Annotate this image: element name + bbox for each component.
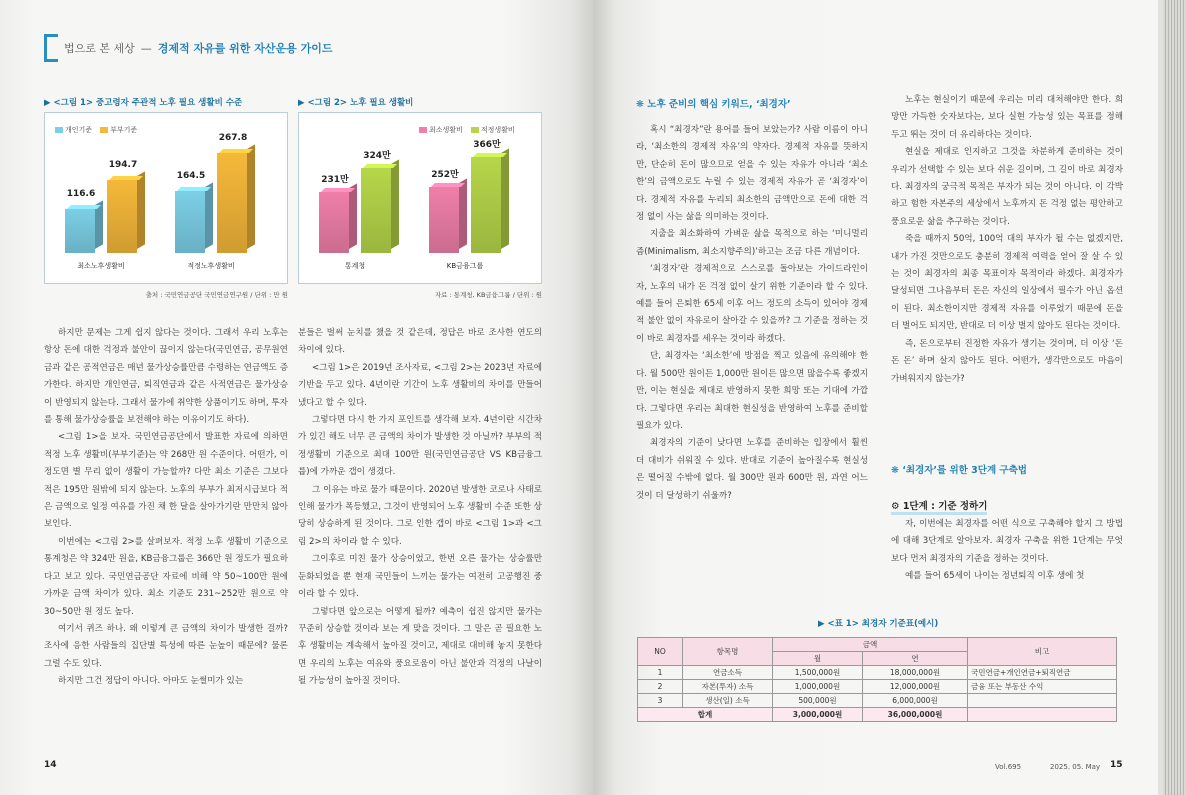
legend-item bbox=[419, 125, 463, 135]
paragraph: 분들은 벌써 눈치를 챘을 것 같은데, 정답은 바로 조사한 연도의 차이에 있다. bbox=[298, 328, 542, 356]
col-item: 항목명 bbox=[683, 638, 773, 666]
bar-value-label: 324만 bbox=[363, 150, 391, 161]
bar-top-1-1 bbox=[219, 149, 253, 153]
cell-total-label: 합계 bbox=[638, 708, 773, 722]
right-column-2b bbox=[891, 516, 1123, 588]
paragraph: 여기서 퀴즈 하나. 왜 이렇게 큰 금액의 차이가 발생한 걸까? 조사에 응한 사람들의 집단별 특성에 따른 눈높이 때문에? 물론 그럴 수도 있다. bbox=[44, 623, 288, 669]
bar-top-1-1 bbox=[473, 153, 507, 157]
paragraph: 현실을 제대로 인지하고 그것을 차분하게 준비하는 것이 우리가 선택할 수 있는 보다 쉬운 길이며, 그 길이 바로 최경자다. 최경자의 궁극적 목적은 부자가 되는 것이 아니다. 이 각박하고 험한 자본주의 세상에서 노후까지 돈 걱정 없는 평안하고 풍요로운 삶을 추구하는 것이다. bbox=[891, 147, 1123, 227]
issue-date: 2025. 05. May bbox=[1050, 763, 1101, 771]
cell-total-year: 36,000,000원 bbox=[863, 708, 968, 722]
paragraph: 지출을 최소화하여 가벼운 삶을 목적으로 하는 ‘미니멀리즘(Minimalism, 최소지향주의)’하고는 조금 다른 개념이다. bbox=[636, 229, 868, 257]
bracket-decoration bbox=[44, 34, 58, 62]
col-note: 비고 bbox=[968, 638, 1117, 666]
paragraph: 노후는 현실이기 때문에 우리는 미리 대처해야만 한다. 희망만 가득한 숫자보다는, 보다 실현 가능성 있는 목표를 정해두고 뛰는 것이 더 유리하다는 것이다. bbox=[891, 95, 1123, 140]
article-title: 경제적 자유를 위한 자산운용 가이드 bbox=[157, 42, 333, 55]
bar-0-1 bbox=[429, 187, 459, 253]
cell-month: 1,500,000원 bbox=[773, 666, 863, 680]
table-row bbox=[638, 694, 1117, 708]
bar-value-label: 366만 bbox=[473, 139, 501, 150]
cell-note: 금융 또는 부동산 수익 bbox=[968, 680, 1117, 694]
right-column-1 bbox=[636, 122, 868, 592]
table-caption: ▶ <표 1> 최경자 기준표(예시) bbox=[818, 619, 939, 629]
section-name: 법으로 본 세상 bbox=[64, 42, 135, 55]
cell-item: 자본(투자) 소득 bbox=[683, 680, 773, 694]
col-no: NO bbox=[638, 638, 683, 666]
legend-swatch bbox=[55, 127, 63, 133]
table-row bbox=[638, 680, 1117, 694]
cell-total-note bbox=[968, 708, 1117, 722]
bar-1-1 bbox=[471, 157, 501, 253]
left-column-2 bbox=[298, 325, 542, 735]
category-label: 최소노후생활비 bbox=[77, 262, 125, 270]
paragraph: 하지만 문제는 그게 쉽지 않다는 것이다. 그래서 우리 노후는 항상 돈에 대한 걱정과 불안이 끊이지 않는다(국민연금, 공무원연금과 같은 공적연금은 매년 물가상승률만큼 수령하는 연금액도 증가한다. 하지만 개인연금, 퇴직연금과 같은 사적연금은 물가상승이 반영되지 않는다. 그래서 물가에 취약한 상품이기도 하며, 투자를 통해 물가상승률을 보전해야 하는 이유이기도 하다). bbox=[44, 328, 288, 426]
legend-swatch bbox=[419, 127, 427, 133]
paragraph: 하지만 그건 정답이 아니다. 아마도 눈썰미가 있는 bbox=[58, 676, 244, 687]
paragraph: 그렇다면 앞으로는 어떻게 될까? 예측이 쉽진 않지만 물가는 꾸준히 상승할 것이라 보는 게 맞을 것이다. 그 말은 곧 필요한 노후 생활비는 계속해서 높아질 것이고, 제대로 대비해 놓지 못한다면 우리의 노후는 여유와 풍요로움이 아닌 불안과 걱정의 나날이 될 가능성이 높아질 것이다. bbox=[298, 606, 542, 687]
cell-note: 국민연금+개인연금+퇴직연금 bbox=[968, 666, 1117, 680]
legend-label: 적정생활비 bbox=[480, 126, 515, 134]
bar-side-0-1 bbox=[205, 183, 213, 249]
section-heading-1: ❋ 노후 준비의 핵심 키워드, ‘최경자’ bbox=[636, 99, 791, 110]
paragraph: 단, 최경자는 ‘최소한’에 방점을 찍고 있음에 유의해야 한다. 월 500만 원이든 1,000만 원이든 많으면 많을수록 좋겠지만, 이는 현실을 제대로 반영하지 못한 희망 또는 기대에 가깝다. 그렇다면 우리는 최대한 현실성을 반영하여 노후를 준비할 필요가 있다. bbox=[636, 351, 868, 431]
step1-heading: ⚙ 1단계 : 기준 정하기 bbox=[891, 498, 987, 515]
bar-top-0-1 bbox=[431, 183, 465, 187]
bar-top-1-0 bbox=[363, 164, 397, 168]
paragraph: 죽을 때까지 50억, 100억 대의 부자가 될 수는 없겠지만, 내가 가진 것만으로도 충분히 경제적 여력을 얻어 잘 살 수 있는 것이 최경자의 최종 목표이자 목적이라 하겠다. 최경자가 달성되면 그나음부터 돈은 자신의 일상에서 필수가 아닌 옵션이 된다. 최소한이지만 경제적 자유를 이루었기 때문에 돈을 더 벌어도 되지만, 반대로 더 이상 벌지 않아도 된다는 것이다. bbox=[891, 234, 1123, 332]
table-row bbox=[638, 666, 1117, 680]
cell-no: 1 bbox=[638, 666, 683, 680]
bar-1-0 bbox=[361, 168, 391, 253]
figure1-caption: ▶ <그림 1> 중고령자 주관적 노후 필요 생활비 수준 bbox=[44, 98, 243, 108]
cell-year: 6,000,000원 bbox=[863, 694, 968, 708]
cell-no: 2 bbox=[638, 680, 683, 694]
paragraph: 그이후로 미친 물가 상승이었고, 한번 오른 물가는 상승률만 둔화되었을 뿐 현재 국민들이 느끼는 물가는 여전히 고공행진 중이라 할 수 있다. bbox=[298, 554, 542, 600]
bar-side-1-1 bbox=[501, 148, 509, 249]
bar-side-1-0 bbox=[391, 159, 399, 249]
figure2-chart bbox=[298, 112, 542, 284]
paragraph: 예를 들어 65세이 나이는 정년퇴직 이후 생에 첫 bbox=[905, 571, 1085, 582]
paragraph: <그림 1>을 보자. 국민연금공단에서 발표한 자료에 의하면 적정 노후 생활비(부부기준)는 약 268만 원 수준이다. 어떤가, 이 정도면 별 무리 없이 생활이 가능할까? 다만 최소 기준은 그보다 적은 195만 원밖에 되지 않는다. 노후의 부부가 최저시급보다 적은 금액으로 일정 여유를 가진 채 한 달을 살아가기란 만만치 않아 보인다. bbox=[44, 432, 288, 530]
figure2-legend bbox=[419, 125, 515, 135]
right-column-2 bbox=[891, 92, 1123, 384]
paragraph: <그림 1>은 2019년 조사자료, <그림 2>는 2023년 자료에 기반을 두고 있다. 4년이란 기간이 노후 생활비의 차이를 만들어냈다고 할 수 있다. bbox=[298, 362, 542, 408]
category-label: KB금융그룹 bbox=[446, 262, 484, 270]
legend-item bbox=[471, 125, 515, 135]
col-amount: 금액 bbox=[773, 638, 968, 652]
figure2-source: 자료 : 통계청, KB금융그룹 / 단위 : 원 bbox=[434, 291, 542, 299]
cell-total-month: 3,000,000원 bbox=[773, 708, 863, 722]
paragraph: 즉, 돈으로부터 진정한 자유가 생기는 것이며, 더 이상 ‘돈 돈 돈’ 하며 살지 않아도 된다. 어떤가, 생각만으로도 마음이 가벼워지지 않는가? bbox=[891, 338, 1123, 384]
section-heading-2: ❋ ‘최경자’를 위한 3단계 구축법 bbox=[891, 465, 1027, 476]
legend-swatch bbox=[100, 127, 108, 133]
cell-note bbox=[968, 694, 1117, 708]
criteria-table bbox=[637, 637, 1117, 722]
paragraph: 이번에는 <그림 2>를 살펴보자. 적정 노후 생활비 기준으로 통계청은 약 324만 원을, KB금융그룹은 366만 원 정도가 필요하다고 보고 있다. 국민연금공단 자료에 비해 약 50~100만 원에 가까운 금액 차이가 있다. 최소 기준도 231~252만 원으로 약 30~50만 원 정도 높다. bbox=[44, 536, 288, 617]
legend-item bbox=[100, 125, 137, 135]
header-dash: — bbox=[140, 41, 152, 55]
bar-value-label: 194.7 bbox=[108, 159, 138, 170]
right-page-number: 15 bbox=[1110, 760, 1123, 770]
legend-item bbox=[55, 125, 92, 135]
bar-0-0 bbox=[319, 192, 349, 253]
cell-month: 1,000,000원 bbox=[773, 680, 863, 694]
col-month: 월 bbox=[773, 652, 863, 666]
paragraph: 자, 이번에는 최경자를 어떤 식으로 구축해야 할지 그 방법에 대해 3단계로 알아보자. 최경자 구축을 위한 1단계는 무엇보다 먼저 최경자의 기준을 정하는 것이다. bbox=[891, 519, 1123, 564]
paragraph: 혹시 “최경자”란 용어를 들어 보았는가? 사람 이름이 아니라, ‘최소한의 경제적 자유’의 약자다. 경제적 자유를 뜻하지만, 단순히 돈이 많으므로 얻을 수 있는 자유가 아니라 ‘최소한’의 금액으로도 누릴 수 있는 경제적 자유가 곧 ‘최경자’이다. 경제적 자유를 누리되 최소한의 금액만으로 돈에 대한 걱정 없이 사는 삶을 의미하는 것이다. bbox=[636, 125, 868, 223]
page-stack bbox=[1163, 0, 1186, 795]
cell-item: 연금소득 bbox=[683, 666, 773, 680]
bar-top-0-0 bbox=[67, 205, 101, 209]
bar-top-1-0 bbox=[109, 176, 143, 180]
legend-label: 부부기준 bbox=[110, 126, 138, 134]
bar-side-0-0 bbox=[349, 184, 357, 249]
paragraph: 최경자의 기준이 낮다면 노후를 준비하는 입장에서 훨씬 더 대비가 쉬워질 수 있다. 반대로 기준이 높아질수록 현실성은 떨어질 수밖에 없다. 월 300만 원과 600만 원, 과연 어느 것이 더 달성하기 쉬울까? bbox=[636, 438, 868, 501]
bar-side-1-1 bbox=[247, 144, 255, 249]
figure2-caption: ▶ <그림 2> 노후 필요 생활비 bbox=[298, 98, 414, 108]
paragraph: ‘최경자’란 경제적으로 스스로를 돌아보는 가이드라인이자, 노후의 내가 돈 걱정 없이 살기 위한 기준이라 할 수 있다. 예를 들어 은퇴한 65세 이후 어느 정도의 소득이 있어야 경제적 불안 없이 자유로이 살아갈 수 있을까? 그 기준을 정하는 것이 바로 최경자를 세우는 것이라 하겠다. bbox=[636, 264, 868, 344]
category-label: 통계청 bbox=[344, 262, 366, 270]
cell-year: 18,000,000원 bbox=[863, 666, 968, 680]
bar-0-1 bbox=[175, 191, 205, 253]
bar-value-label: 231만 bbox=[321, 175, 349, 186]
figure1-legend bbox=[55, 125, 137, 135]
cell-month: 500,000원 bbox=[773, 694, 863, 708]
figure1-chart bbox=[44, 112, 288, 284]
left-column-1 bbox=[44, 325, 288, 735]
cell-no: 3 bbox=[638, 694, 683, 708]
cell-item: 생산(일) 소득 bbox=[683, 694, 773, 708]
bar-0-0 bbox=[65, 209, 95, 253]
bar-1-0 bbox=[107, 180, 137, 253]
cell-year: 12,000,000원 bbox=[863, 680, 968, 694]
page-header bbox=[44, 34, 332, 62]
legend-label: 최소생활비 bbox=[429, 126, 463, 134]
figure1-source: 출처 : 국민연금공단 국민연금연구원 / 단위 : 만 원 bbox=[145, 291, 288, 299]
legend-swatch bbox=[471, 127, 479, 133]
left-page-number: 14 bbox=[44, 760, 57, 770]
bar-value-label: 252만 bbox=[431, 169, 459, 180]
col-year: 연 bbox=[863, 652, 968, 666]
bar-value-label: 116.6 bbox=[66, 189, 96, 200]
bar-top-0-0 bbox=[321, 188, 355, 192]
bar-value-label: 164.5 bbox=[176, 171, 206, 182]
bar-value-label: 267.8 bbox=[218, 132, 248, 143]
category-label: 적정노후생활비 bbox=[187, 262, 235, 270]
bar-side-0-1 bbox=[459, 178, 467, 249]
bar-1-1 bbox=[217, 153, 247, 253]
volume-label: Vol.695 bbox=[995, 763, 1022, 771]
table-header-row bbox=[638, 638, 1117, 652]
paragraph: 그 이유는 바로 물가 때문이다. 2020년 발생한 코로나 사태로 인해 물가가 폭등했고, 그것이 반영되어 노후 생활비 수준 또한 상당히 상승하게 된 것이다. 그로 인한 갭이 바로 <그림 1>과 <그림 2>의 차이라 할 수 있다. bbox=[298, 484, 542, 547]
legend-label: 개인기준 bbox=[65, 126, 93, 134]
bar-side-1-0 bbox=[137, 171, 145, 249]
paragraph: 그렇다면 다시 한 가지 포인트를 생각해 보자. 4년이란 시간차가 있긴 해도 너무 큰 금액의 차이가 발생한 것 아닐까? 부부의 적정생활비 기준으로 최대 100만 원(국민연금공단 VS KB금융그룹)에 가까운 갭이 생겼다. bbox=[298, 415, 542, 478]
bar-top-0-1 bbox=[177, 187, 211, 191]
table-total-row bbox=[638, 708, 1117, 722]
